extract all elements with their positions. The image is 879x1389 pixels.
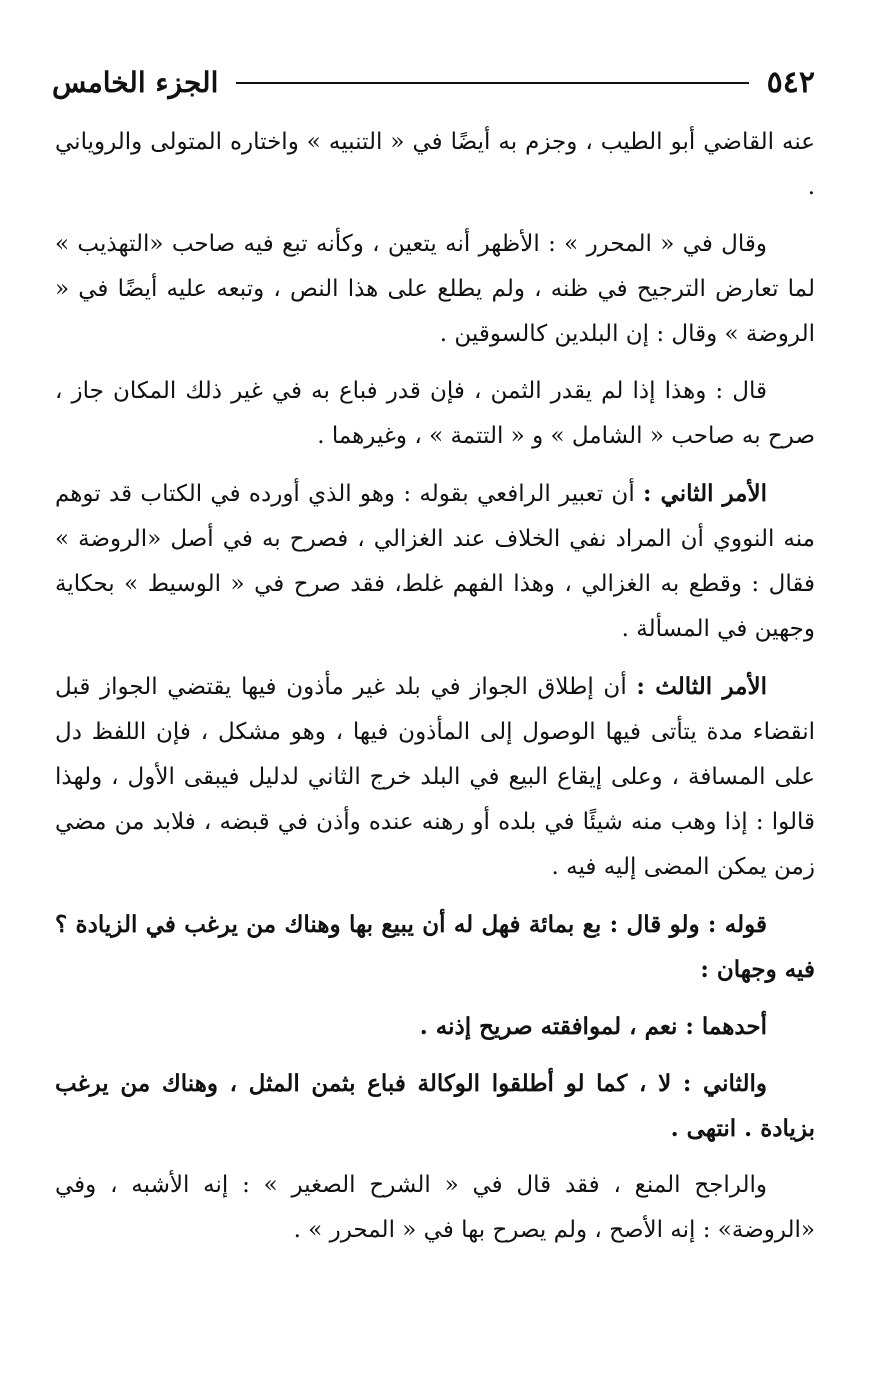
header-rule [236,82,748,84]
paragraph-lead: الأمر الثالث : [636,673,767,700]
paragraph [55,369,815,459]
running-title: الجزء الخامس [52,66,219,99]
paragraph-text: عنه القاضي أبو الطيب ، وجزم به أيضًا في « التنبيه » واختاره المتولى والروياني . [55,129,815,200]
paragraph-text: قوله : ولو قال : بع بمائة فهل له أن يبيع بها وهناك من يرغب في الزيادة ؟ فيه وجهان : [55,911,815,983]
paragraph-text: أن إطلاق الجواز في بلد غير مأذون فيها يقتضي الجواز قبل انقضاء مدة يتأتى فيها الوصول إلى المأذون فيها ، وهو مشكل ، فإن اللفظ دل على المسافة ، وعلى إيقاع البيع في البلد خرج الثاني لدليل فيبقى الأول ، ولهذا قالوا : إذا وهب منه شيئًا في بلده أو رهنه عنده وأذن في قبضه ، فلابد من مضي زمن يمكن المضى إليه فيه . [55,674,815,880]
quoted-paragraph [55,1004,815,1049]
page-body [55,120,815,1265]
paragraph-text: أن تعبير الرافعي بقوله : وهو الذي أورده في الكتاب قد توهم منه النووي أن المراد نفي الخلاف عند الغزالي ، فصرح به في أصل «الروضة » فقال : وقطع به الغزالي ، وهذا الفهم غلط، فقد صرح في « الوسيط » بحكاية وجهين في المسألة . [55,481,815,642]
quoted-paragraph [55,902,815,992]
paragraph-lead: الأمر الثاني : [643,480,767,507]
page-number: ٥٤٢ [766,65,815,100]
paragraph [55,222,815,357]
paragraph-text: وقال في « المحرر » : الأظهر أنه يتعين ، وكأنه تبع فيه صاحب «التهذيب » لما تعارض الترجيح في ظنه ، ولم يطلع على هذا النص ، وتبعه عليه أيضًا في « الروضة » وقال : إن البلدين كالسوقين . [55,231,815,347]
paragraph [55,664,815,890]
quoted-paragraph [55,1061,815,1151]
paragraph-text: قال : وهذا إذا لم يقدر الثمن ، فإن قدر فباع به في غير ذلك المكان جاز ، صرح به صاحب « الشامل » و « التتمة » ، وغيرهما . [55,378,815,449]
paragraph [55,120,815,210]
paragraph [55,471,815,652]
paragraph-text: والراجح المنع ، فقد قال في « الشرح الصغير » : إنه الأشبه ، وفي «الروضة» : إنه الأصح ، ولم يصرح بها في « المحرر » . [55,1172,815,1243]
running-header [52,58,815,108]
paragraph [55,1163,815,1253]
paragraph-text: والثاني : لا ، كما لو أطلقوا الوكالة فباع بثمن المثل ، وهناك من يرغب بزيادة . انتهى . [55,1070,815,1142]
paragraph-text: أحدهما : نعم ، لموافقته صريح إذنه . [419,1013,767,1040]
